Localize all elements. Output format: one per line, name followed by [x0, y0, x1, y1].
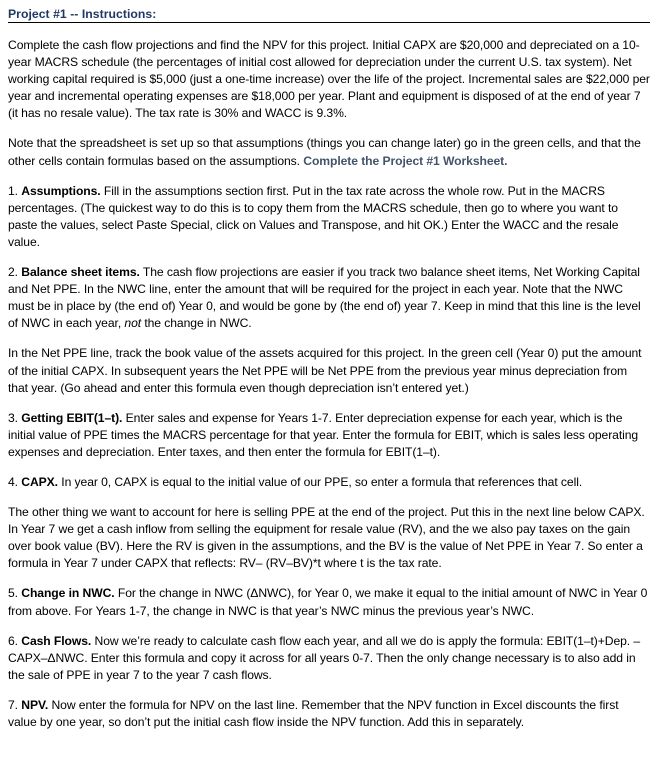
step-ebit [8, 410, 650, 461]
step-number: 7. [8, 697, 18, 712]
step-text: Fill in the assumptions section first. Put in the tax rate across the whole row. Put in the MACRS percentages. (The quickest way to do this is to copy them from the MACRS schedule, then go to where you want to paste the values, select Paste Special, click on Values and Transpose, and hit OK.) Enter the WACC and the resale value. [8, 183, 619, 249]
step-heading: Change in NWC. [21, 586, 115, 601]
intro-paragraph [8, 37, 650, 122]
note-text: Note that the spreadsheet is set up so that assumptions (things you can change later) go in the green cells, and that the other cells contain formulas based on the assumptions. [8, 136, 641, 168]
step-heading: Balance sheet items. [21, 265, 140, 280]
step-text: In year 0, CAPX is equal to the initial value of our PPE, so enter a formula that references that cell. [61, 474, 583, 489]
worksheet-link[interactable]: Complete the Project #1 Worksheet. [303, 153, 508, 168]
step-number: 5. [8, 586, 18, 601]
step-assumptions [8, 183, 650, 251]
intro-text: Complete the cash flow projections and find the NPV for this project. Initial CAPX are $20,000 and depreciated on a 10-year MACRS schedule (the percentages of initial cost allowed for depreciation under the current U.S. tax system). Net working capital required is $5,000 (just a one-time increase) over the life of the project. Incremental sales are $22,000 per year and incremental operating expenses are $18,000 per year. Plant and equipment is disposed of at the end of year 7 (it has no resale value). The tax rate is 30% and WACC is 9.3%. [8, 38, 650, 121]
step-text: The other thing we want to account for here is selling PPE at the end of the project. Put this in the next line below CAPX. In Year 7 we get a cash inflow from selling the equipment for resale value (RV), and the we also pay taxes on the gain over book value (BV). Here the RV is given in the assumptions, and the BV is the value of Net PPE in Year 7. So enter a formula in Year 7 under CAPX that reflects: RV– (RV–BV)*t where t is the tax rate. [8, 505, 645, 571]
step-text: The cash flow projections are easier if you track two balance sheet items, Net Working Capital and Net PPE. In the NWC line, enter the amount that will be required for the project in each year. Note that the NWC must be in place by (the end of) Year 0, and would be gone by (the end of) year 7. Keep in mind that this line is the level of NWC in each year, [8, 265, 641, 331]
step-emphasis: not [124, 316, 142, 331]
step-heading: CAPX. [21, 474, 58, 489]
instructions-page [8, 0, 650, 778]
step-text: Enter sales and expense for Years 1-7. Enter depreciation expense for each year, which is the initial value of PPE times the MACRS percentage for that year. Enter the formula for EBIT, which is sales less operating expenses and depreciation. Enter taxes, and then enter the formula for EBIT(1–t). [8, 410, 639, 459]
note-paragraph [8, 135, 650, 169]
step-net-ppe [8, 345, 650, 396]
step-number: 4. [8, 474, 18, 489]
step-number: 1. [8, 183, 18, 198]
step-text: For the change in NWC (ΔNWC), for Year 0, we make it equal to the initial amount of NWC in Year 0 from above. For Years 1-7, the change in NWC is that year’s NWC minus the previous year’s NWC. [8, 586, 648, 618]
page-title: Project #1 -- Instructions: [8, 7, 157, 21]
step-sell-ppe [8, 504, 650, 572]
step-number: 3. [8, 410, 18, 425]
step-text: Now enter the formula for NPV on the last line. Remember that the NPV function in Excel discounts the first value by one year, so don’t put the initial cash flow inside the NPV function. Add this in separately. [8, 697, 619, 729]
page-header [8, 0, 650, 23]
step-cash-flows [8, 633, 650, 684]
step-heading: NPV. [21, 697, 49, 712]
step-heading: Getting EBIT(1–t). [21, 410, 123, 425]
step-text: Now we’re ready to calculate cash flow each year, and all we do is apply the formula: EBIT(1–t)+Dep. –CAPX–ΔNWC. Enter this formula and copy it across for all years 0-7. Then the only change necessary is to also add in the sale of PPE in year 7 to the year 7 cash flows. [8, 633, 641, 682]
step-heading: Cash Flows. [21, 633, 92, 648]
step-npv [8, 697, 650, 731]
step-text: In the Net PPE line, track the book value of the assets acquired for this project. In the green cell (Year 0) put the amount of the initial CAPX. In subsequent years the Net PPE will be Net PPE from the previous year minus depreciation from that year. (Go ahead and enter this formula even though depreciation isn’t entered yet.) [8, 346, 642, 395]
step-balance-sheet [8, 264, 650, 332]
step-number: 2. [8, 265, 18, 280]
step-number: 6. [8, 633, 18, 648]
step-capx [8, 474, 650, 491]
step-change-nwc [8, 585, 650, 619]
step-text-after: the change in NWC. [144, 316, 252, 331]
step-heading: Assumptions. [21, 183, 101, 198]
